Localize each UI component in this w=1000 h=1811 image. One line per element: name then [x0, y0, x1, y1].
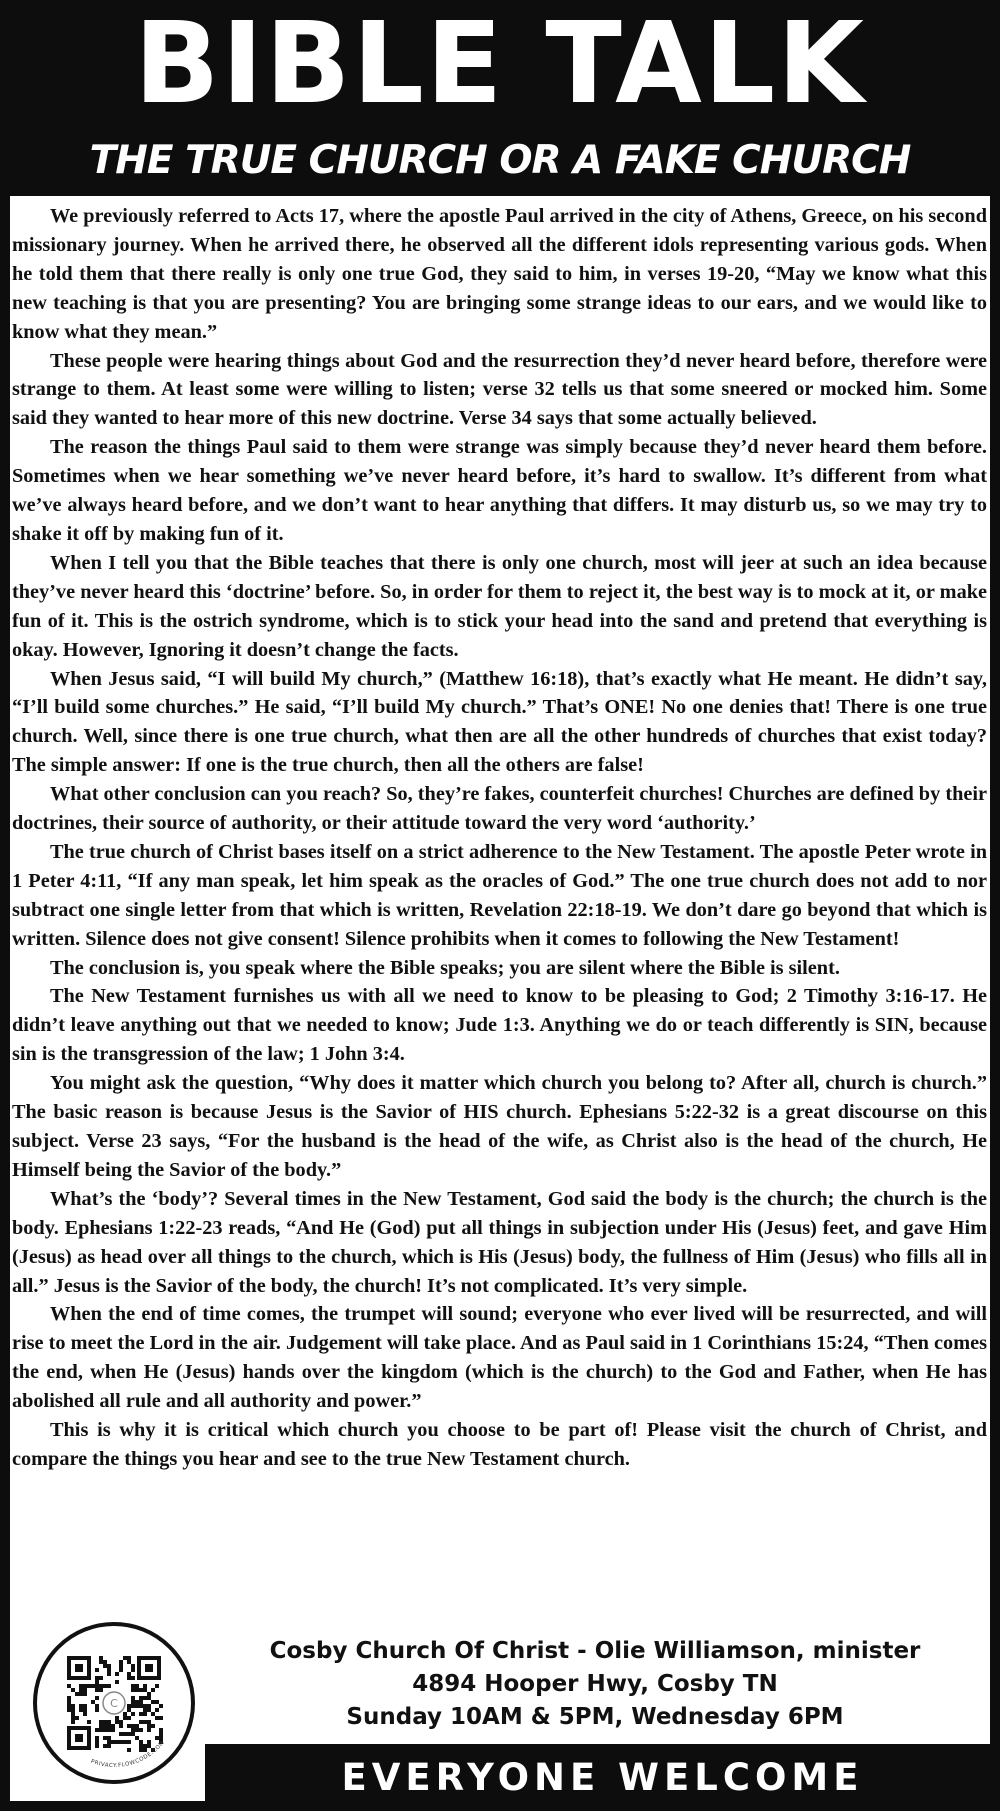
article-paragraph: These people were hearing things about God and the resurrection they’d never heard before, therefore were strange to them. At least some were willing to listen; verse 32 tells us that some sneered or mocked him. Some said they wanted to hear more of this new doctrine. Verse 34 says that some actually believed.: [12, 349, 987, 430]
article-paragraph: The conclusion is, you speak where the Bible speaks; you are silent where the Bible is silent.: [50, 956, 840, 979]
church-address: 4894 Hooper Hwy, Cosby TN: [412, 1671, 778, 1697]
masthead: [0, 0, 1000, 196]
article-paragraph: When Jesus said, “I will build My church,” (Matthew 16:18), that’s exactly what He meant. He didn’t say, “I’ll build some churches.” He said, “I’ll build My church.” That’s ONE! No one denies that! There is one true church. Well, since there is one true church, what then are all the other hundreds of churches that exist today? The simple answer: If one is the true church, then all the others are false!: [12, 667, 987, 777]
welcome-banner: [205, 1744, 1000, 1811]
contact-info: [0, 1635, 1000, 1731]
article-paragraph: What’s the ‘body’? Several times in the New Testament, God said the body is the church; the church is the body. Ephesians 1:22-23 reads, “And He (God) put all things in subjection under His (Jesus) feet, and gave Him (Jesus) as head over all things to the church, which is His (Jesus) body, the fullness of Him (Jesus) who fills all in all.” Jesus is the Savior of the body, the church! It’s not complicated. It’s very simple.: [12, 1187, 987, 1297]
article-paragraph: We previously referred to Acts 17, where the apostle Paul arrived in the city of Athens, Greece, on his second missionary journey. When he arrived there, he observed all the different idols representing various gods. When he told them that there really is only one true God, they said to him, in verses 19-20, “May we know what this new teaching is that you are presenting? You are bringing some strange ideas to our ears, and we would like to know what they mean.”: [12, 205, 987, 343]
svg-text:C: C: [110, 1697, 118, 1710]
church-name-line: Cosby Church Of Christ - Olie Williamson, minister: [269, 1638, 921, 1664]
article-body: [12, 202, 987, 1474]
article-paragraph: This is why it is critical which church you choose to be part of! Please visit the church of Christ, and compare the things you hear and see to the true New Testament church.: [12, 1419, 987, 1470]
article-paragraph: What other conclusion can you reach? So, they’re fakes, counterfeit churches! Churches are defined by their doctrines, their source of authority, or their attitude toward the very word ‘authority.’: [12, 783, 987, 835]
article-paragraph: When the end of time comes, the trumpet will sound; everyone who ever lived will be resurrected, and will rise to meet the Lord in the air. Judgement will take place. And as Paul said in 1 Corinthians 15:24, “Then comes the end, when He (Jesus) hands over the kingdom (which is the church) to the God and Father, when He has abolished all rule and all authority and power.”: [12, 1303, 987, 1413]
service-schedule: Sunday 10AM & 5PM, Wednesday 6PM: [346, 1704, 844, 1730]
article-paragraph: The true church of Christ bases itself on a strict adherence to the New Testament. The apostle Peter wrote in 1 Peter 4:11, “If any man speak, let him speak as the oracles of God.” The one true church does not add to nor subtract one single letter from that which is written, Revelation 22:18-19. We don’t dare go beyond that which is written. Silence does not give consent! Silence prohibits when it comes to following the New Testament!: [12, 840, 987, 950]
article-paragraph: The reason the things Paul said to them were strange was simply because they’d never heard them before. Sometimes when we hear something we’ve never heard before, it’s hard to swallow. It’s different from what we’ve always heard before, and we don’t want to hear anything that differs. It may disturb us, so we may try to shake it off by making fun of it.: [12, 436, 987, 545]
article-paragraph: You might ask the question, “Why does it matter which church you belong to? After all, church is church.” The basic reason is because Jesus is the Savior of HIS church. Ephesians 5:22-32 is a great discourse on this subject. Verse 23 says, “For the husband is the head of the wife, as Christ also is the head of the church, He Himself being the Savior of the body.”: [12, 1072, 987, 1181]
qr-ring-text: PRIVACY.FLOWCODE.COM: [89, 1739, 167, 1770]
page-subtitle: THE TRUE CHURCH OR A FAKE CHURCH: [89, 138, 911, 183]
article-paragraph: The New Testament furnishes us with all we need to know to be pleasing to God; 2 Timothy 3:16-17. He didn’t leave anything out that we needed to know; Jude 1:3. Anything we do or teach differently is SIN, because sin is the transgression of the law; 1 John 3:4.: [12, 985, 987, 1066]
welcome-text: EVERYONE WELCOME: [341, 1756, 864, 1799]
page-title: BIBLE TALK: [134, 0, 866, 129]
svg-text:PRIVACY.FLOWCODE.COM: [90, 1740, 166, 1769]
article-paragraph: When I tell you that the Bible teaches that there is only one church, most will jeer at such an idea because they’ve never heard this ‘doctrine’ before. So, in order for them to reject it, the best way is to mock at it, or make fun of it. This is the ostrich syndrome, which is to stick your head into the sand and pretend that everything is okay. However, Ignoring it doesn’t change the facts.: [12, 551, 987, 661]
